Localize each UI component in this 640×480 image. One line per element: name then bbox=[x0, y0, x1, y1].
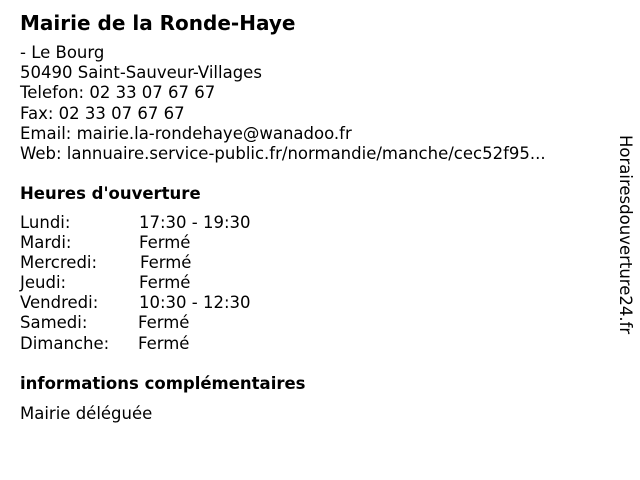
time-value: Fermé bbox=[138, 333, 190, 353]
city-line: 50490 Saint-Sauveur-Villages bbox=[20, 63, 262, 83]
address-block bbox=[20, 43, 546, 164]
phone-line: Telefon: 02 33 07 67 67 bbox=[20, 83, 216, 103]
time-value: 10:30 - 12:30 bbox=[139, 293, 251, 313]
time-value: 17:30 - 19:30 bbox=[139, 213, 251, 232]
fax-line: Fax: 02 33 07 67 67 bbox=[20, 103, 185, 123]
page-title: Mairie de la Ronde-Haye bbox=[20, 11, 296, 35]
additional-info-text: Mairie déléguée bbox=[20, 404, 153, 423]
time-value: Fermé bbox=[139, 233, 191, 253]
site-brand-vertical: Horairesdouverture24.fr bbox=[616, 135, 635, 335]
day-label: Jeudi: bbox=[20, 273, 67, 293]
email-line: Email: mairie.la-rondehaye@wanadoo.fr bbox=[20, 123, 352, 143]
time-value: Fermé bbox=[140, 253, 192, 273]
time-value: Fermé bbox=[138, 313, 190, 333]
day-label: Lundi: bbox=[20, 213, 71, 232]
web-line: Web: lannuaire.service-public.fr/normandie/manche/cec52f95... bbox=[20, 143, 546, 163]
time-value: Fermé bbox=[139, 273, 191, 293]
additional-info-heading: informations complémentaires bbox=[20, 374, 306, 393]
day-label: Vendredi: bbox=[20, 293, 99, 313]
day-label: Mardi: bbox=[20, 233, 72, 253]
day-label: Dimanche: bbox=[20, 333, 110, 353]
opening-hours-heading: Heures d'ouverture bbox=[20, 184, 201, 203]
street-line: - Le Bourg bbox=[20, 43, 105, 62]
day-label: Samedi: bbox=[20, 313, 88, 333]
day-label: Mercredi: bbox=[20, 253, 98, 273]
